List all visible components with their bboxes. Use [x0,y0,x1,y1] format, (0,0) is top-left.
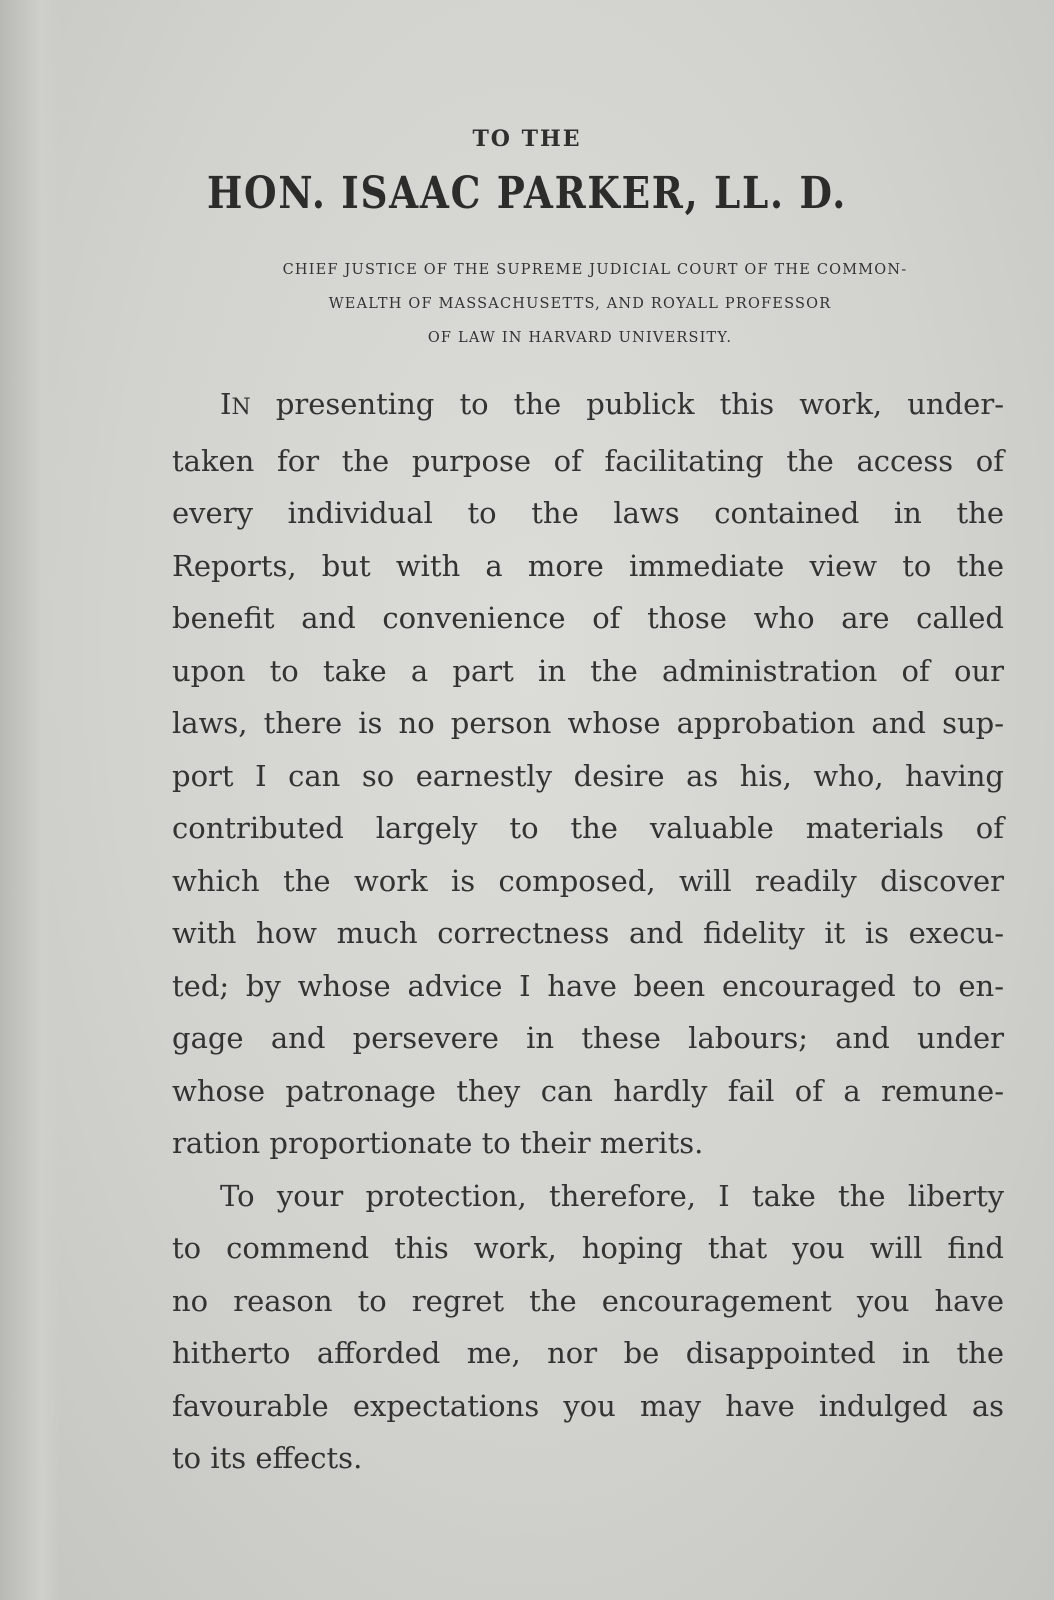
paragraph-2-line: to its effects. [172,1441,363,1475]
paragraph-2-line: to commend this work, hoping that you will find [172,1231,1004,1265]
paragraph-2-line: favourable expectations you may have indulged as [172,1388,1004,1423]
paragraph-1-line: which the work is composed, will readily discover [172,863,1004,898]
paragraph-1-line: taken for the purpose of facilitating the access of [172,443,1004,478]
dedication-title-line-1: CHIEF JUSTICE OF THE SUPREME JUDICIAL COURT OF THE COMMON- [282,262,908,278]
paragraph-1-line: port I can so earnestly desire as his, who, having [172,758,1004,793]
small-cap: N [231,395,251,420]
dedication-body [172,378,1004,1485]
dedication-title-line-3: OF LAW IN HARVARD UNIVERSITY. [427,330,733,346]
drop-cap: I [220,387,232,421]
page-gutter-shadow [0,0,60,1600]
paragraph-2-line: hitherto afforded me, nor be disappointed in the [172,1336,1004,1370]
paragraph-1-line: ted; by whose advice I have been encouraged to en- [172,968,1004,1003]
paragraph-2-line: no reason to regret the encouragement you have [172,1283,1004,1318]
paragraph-1-line: laws, there is no person whose approbation and sup- [172,706,1004,740]
dedication-title-line-2: WEALTH OF MASSACHUSETTS, AND ROYALL PROFESSOR [328,296,832,312]
paragraph-1-line: contributed largely to the valuable materials of [172,811,1004,845]
paragraph-1-line: ration proportionate to their merits. [172,1126,704,1160]
paragraph-1-line-1: IN presenting to the publick this work, under- [220,387,1004,421]
dedication-name: HON. ISAAC PARKER, LL. D. [207,168,847,219]
paragraph-1-line: upon to take a part in the administration of our [172,653,1004,688]
paragraph-1-line: every individual to the laws contained in the [172,496,1004,530]
paragraph-2-line: To your protection, therefore, I take the liberty [220,1178,1004,1213]
paragraph-1-line: whose patronage they can hardly fail of a remune- [172,1073,1004,1108]
paragraph-1-line: gage and persevere in these labours; and under [172,1021,1004,1055]
dedication-to-the: TO THE [472,126,582,152]
paragraph-1-line: with how much correctness and fidelity it is execu- [172,916,1004,950]
paragraph-1-line: benefit and convenience of those who are called [172,601,1004,635]
paragraph-1-line: Reports, but with a more immediate view to the [172,548,1004,583]
